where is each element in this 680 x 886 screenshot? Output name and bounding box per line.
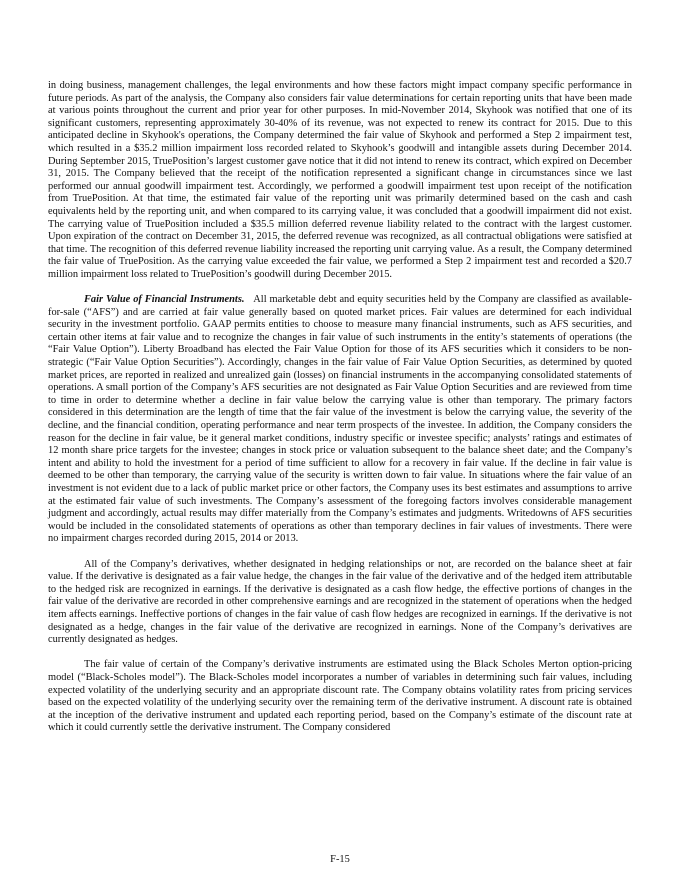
paragraph-fair-value-financial-instruments [48,294,632,546]
paragraph-derivatives: All of the Company’s derivatives, whether designated in hedging relationships or not, are recorded on the balance sheet at fair value. If the derivative is designated as a fair value hedge, the changes in the fair value of the derivative and of the hedged item attributable to the hedged risk are recognized in earnings. If the derivative is designated as a cash flow hedge, the effective portions of changes in the fair value of the derivative are recorded in other comprehensive earnings and are recognized in the statement of operations when the hedged item affects earnings. Ineffective portions of changes in the fair value of cash flow hedges are recognized in earnings. If the derivative is not designated as a hedge, changes in the fair value of the derivative are recognized in earnings. None of the Company’s derivatives are currently designated as hedges. [48,558,632,646]
section-heading: Fair Value of Financial Instruments. [84,294,245,306]
document-body [48,80,632,747]
section-body: All marketable debt and equity securities held by the Company are classified as available-for-sale (“AFS”) and are carried at fair value generally based on quoted market prices. Fair values are determined for each individual security in the investment portfolio. GAAP permits entities to choose to measure many financial instruments, such as AFS securities, and certain other items at fair value and to recognize the changes in fair value of such instruments in the entity’s statements of operations (the “Fair Value Option”). Liberty Broadband has elected the Fair Value Option for those of its AFS securities which it considers to be non-strategic (“Fair Value Option Securities”). Accordingly, changes in the fair value of Fair Value Option Securities, as determined by quoted market prices, are reported in realized and unrealized gain (losses) on financial instruments in the accompanying consolidated statements of operations. A small portion of the Company’s AFS securities are not designated as Fair Value Option Securities and are reviewed from time to time in order to determine whether a decline in fair value below the carrying value is other than temporary. The primary factors considered in this determination are the length of time that the fair value of the investment is below the carrying value, the severity of the decline, and the financial condition, operating performance and near term prospects of the investee. In addition, the Company considers the reason for the decline in fair value, be it general market conditions, industry specific or investee specific; analysts’ ratings and estimates of 12 month share price targets for the investee; changes in stock price or valuation subsequent to the balance sheet date; and the Company’s intent and ability to hold the investment for a period of time sufficient to allow for a recovery in fair value. If the decline in fair value is deemed to be other than temporary, the carrying value of the security is written down to fair value. In situations where the fair value of an investment is not evident due to a lack of public market price or other factors, the Company uses its best estimates and assumptions to arrive at the estimated fair value of such investments. The Company’s assessment of the foregoing factors involves considerable management judgment and accordingly, actual results may differ materially from the Company’s estimates and judgments. Writedowns of AFS securities would be included in the consolidated statements of operations as other than temporary declines in fair values of investments. There were no impairment charges recorded during 2015, 2014 or 2013. [48,294,632,545]
page-number: F-15 [330,854,350,865]
paragraph-black-scholes: The fair value of certain of the Company’s derivative instruments are estimated using the Black Scholes Merton option-pricing model (“Black-Scholes model”). The Black-Scholes model incorporates a number of variables in determining such fair values, including expected volatility of the underlying security and an appropriate discount rate. The Company obtains volatility rates from pricing services based on the expected volatility of the underlying security over the remaining term of the derivative instrument. A discount rate is obtained at the inception of the derivative instrument and updated each reporting period, based on the Company’s estimate of the discount rate at which it could currently settle the derivative instrument. The Company considered [48,659,632,734]
paragraph-goodwill-impairment: in doing business, management challenges, the legal environments and how these factors might impact company specific performance in future periods. As part of the analysis, the Company also considers fair value determinations for certain reporting units that have been made at various points throughout the current and prior year for other purposes. In mid-November 2014, Skyhook was notified that one of its significant customers, representing approximately 30-40% of its revenue, was not expected to renew its contract for 2015. Due to this anticipated decline in Skyhook's operations, the Company determined the fair value of Skyhook and performed a Step 2 impairment test, which resulted in a $35.2 million impairment loss recorded related to Skyhook’s goodwill and intangible assets during December 2014. During September 2015, TruePosition’s largest customer gave notice that it did not intend to renew its contract, which expired on December 31, 2015. The Company believed that the receipt of the notification represented a significant change in circumstances since we last performed our annual goodwill impairment test. Accordingly, we performed a goodwill impairment test upon receipt of the notification from TruePosition. At that time, the estimated fair value of the reporting unit was primarily determined based on the cash and cash equivalents held by the reporting unit, and when compared to its carrying value, it was concluded that a goodwill impairment did not exist. The carrying value of TruePosition included a $35.5 million deferred revenue liability related to the contract with the largest customer. Upon expiration of the contract on December 31, 2015, the deferred revenue was recognized, as all contractual obligations were satisfied at that time. The recognition of this deferred revenue liability increased the reporting unit carrying value. As a result, the Company determined the fair value of TruePosition. As the carrying value exceeded the fair value, we performed a Step 2 impairment test and recorded a $20.7 million impairment loss related to TruePosition’s goodwill during December 2015. [48,80,632,280]
